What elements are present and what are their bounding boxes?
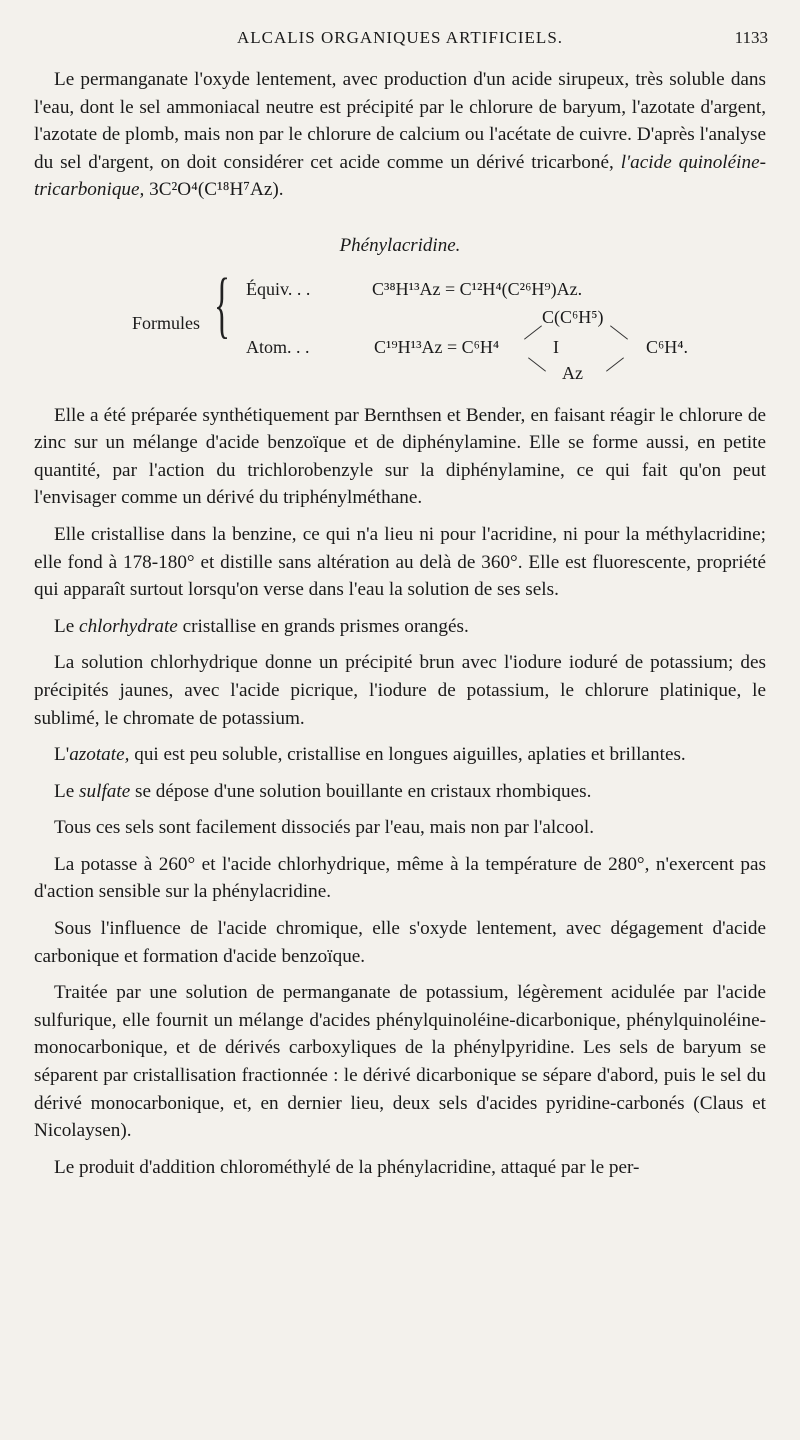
equiv-formula: C³⁸H¹³Az = C¹²H⁴(C²⁶H⁹)Az. (372, 278, 583, 299)
paragraph-chlorhydrate (34, 613, 766, 641)
paragraph-chromic: Sous l'influence de l'acide chromique, elle s'oxyde lentement, avec dégagement d'acide carbonique et formation d'acide benzoïque. (34, 918, 766, 967)
p6-text: qui est peu soluble, cristallise en longues aiguilles, aplaties et brillantes. (129, 744, 686, 766)
bond-line (528, 357, 546, 371)
atom-formula-left: C¹⁹H¹³Az = C⁶H⁴ (374, 336, 500, 357)
bond-line (606, 357, 624, 371)
formula-block (34, 263, 766, 383)
page-header (0, 28, 800, 58)
paragraph-synthesis: Elle a été préparée synthétiquement par Bernthsen et Bender, en faisant réagir le chlorure de zinc sur un mélange d'acide benzoïque et de diphénylamine. Elle se forme aussi, en petite quantité, par l'action du trichlorobenzyle sur la diphénylamine, ce qui fait qu'on peut l'envisager comme un dérivé du triphénylméthane. (34, 404, 766, 509)
atom-label: Atom. . . (246, 336, 310, 357)
atom-formula-right: C⁶H⁴. (646, 336, 689, 357)
paragraph-intro-text: Le permanganate l'oxyde lentement, avec production d'un acide sirupeux, très soluble dans l'eau, dont le sel ammoniacal neutre est précipité par le chlorure de baryum, l'azotate d'argent, l'azotate de plomb, mais non par le chlorure de calcium ou l'acétate de cuivre. D'après l'analyse du sel d'argent, on doit considérer cet acide comme un dérivé tricarboné, (34, 69, 766, 173)
salt-name: azotate, (69, 744, 130, 766)
formulas-label: Formules (132, 312, 201, 333)
brace-icon: { (214, 263, 230, 346)
paragraph-azotate (34, 741, 766, 769)
salt-name: chlorhydrate (79, 615, 178, 637)
bond-line (610, 325, 628, 339)
atom-formula-bond: I (553, 336, 559, 357)
paragraph-dissociation: Tous ces sels sont facilement dissociés par l'eau, mais non par l'alcool. (54, 817, 595, 839)
paragraph-permanganate: Traitée par une solution de permanganate de potassium, légèrement acidulée par l'acide sulfurique, elle fournit un mélange d'acides phénylquinoléine-dicarbonique, phénylquinoléine-monocarbonique, et de dérivés carboxyliques de la phénylpyridine. Les sels de baryum se séparent par cristallisation fractionnée : le dérivé dicarbonique se sépare d'abord, puis le sel du dérivé monocarbonique, et, en dernier lieu, deux sels d'acides pyridine-carbonés (Claus et Nicolaysen). (34, 982, 766, 1142)
section-title: Phénylacridine. (339, 234, 461, 256)
paragraph-potasse: La potasse à 260° et l'acide chlorhydrique, même à la température de 280°, n'exercent pas d'action sensible sur la phénylacridine. (34, 853, 766, 903)
paragraph-intro (34, 66, 766, 204)
atom-formula-top: C(C⁶H⁵) (542, 306, 604, 327)
p4-prefix: Le (54, 615, 80, 637)
p7-prefix: Le (54, 780, 80, 802)
bond-line (524, 325, 542, 339)
paragraph-properties: Elle cristallise dans la benzine, ce qui n'a lieu ni pour l'acridine, ni pour la méthylacridine; elle fond à 178-180° et distille sans altération au delà de 360°. Elle est fluorescente, propriété qui apparaît surtout lorsqu'on verse dans l'eau la solution de ses sels. (34, 523, 766, 601)
paragraph-sulfate (34, 778, 766, 806)
paragraph-solution: La solution chlorhydrique donne un précipité brun avec l'iodure ioduré de potassium; des précipités jaunes, avec l'acide picrique, l'iodure de potassium, le chlorure platinique, le sublimé, le chromate de potassium. (34, 652, 766, 729)
p4-text: cristallise en grands prismes orangés. (177, 615, 469, 637)
running-head: ALCALIS ORGANIQUES ARTIFICIELS. (236, 28, 564, 47)
acid-formula: 3C²O⁴(C¹⁸H⁷Az). (144, 179, 284, 201)
equiv-label: Équiv. . . (246, 278, 311, 299)
atom-formula-bottom: Az (562, 362, 583, 383)
paragraph-final: Le produit d'addition chlorométhylé de la phénylacridine, attaqué par le per- (54, 1156, 640, 1178)
p7-text: se dépose d'une solution bouillante en cristaux rhombiques. (130, 780, 592, 802)
page-number: 1133 (734, 28, 768, 47)
acid-name: l'acide quinoléine-tricarbonique, (34, 151, 766, 201)
body-text (34, 66, 766, 1190)
p6-prefix: L' (54, 744, 70, 766)
salt-name: sulfate (79, 780, 131, 802)
